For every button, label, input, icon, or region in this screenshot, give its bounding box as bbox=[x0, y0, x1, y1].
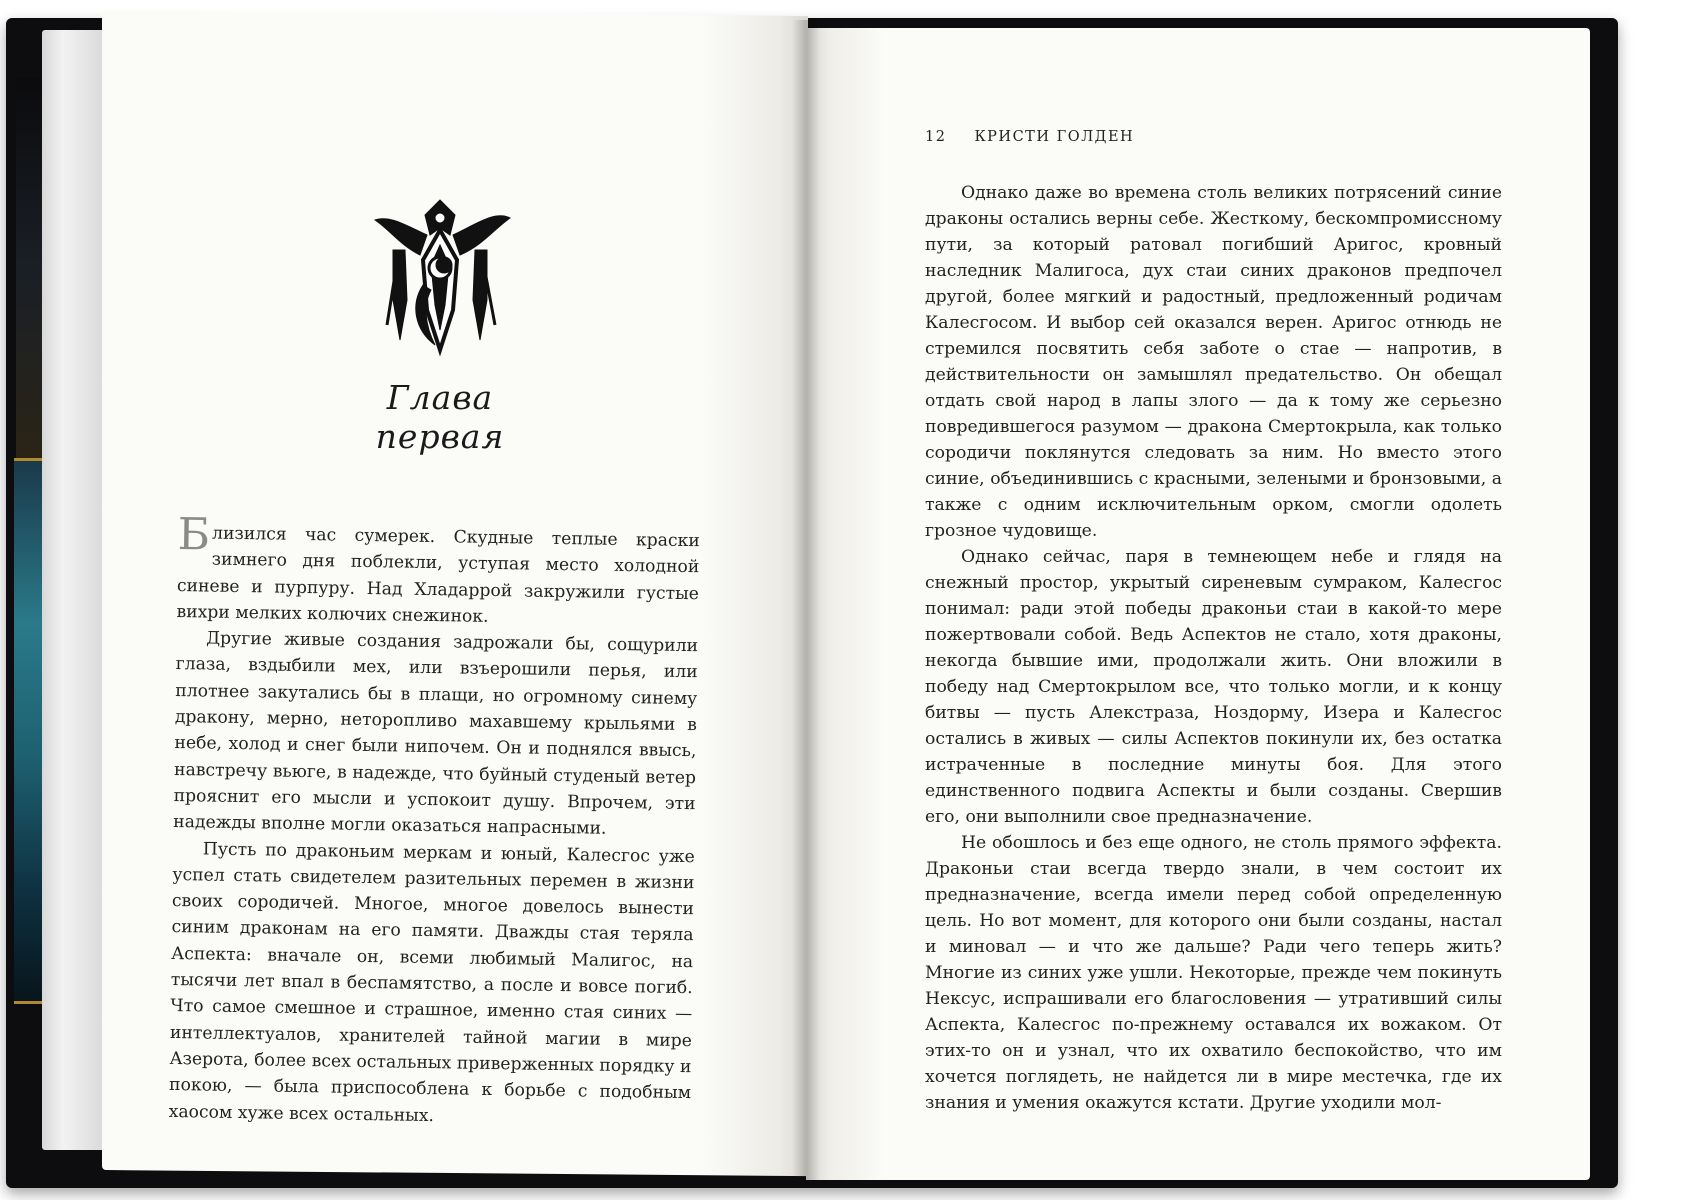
left-page-text bbox=[168, 509, 700, 1133]
author-name: КРИСТИ ГОЛДЕН bbox=[974, 129, 1135, 145]
blue-dragonflight-emblem-icon bbox=[365, 190, 515, 360]
spine-shadow bbox=[792, 20, 820, 1180]
paragraph: Однако сейчас, паря в темнеющем небе и глядя на снежный простор, укрытый сиреневым сумраком, Калесгос понимал: ради этой победы драконьи стаи в какой-то мере пожертвовали собой. Ведь Аспектов не стало, хотя драконы, некогда бывшие ими, продолжали жить. Они вложили в победу над Смертокрылом все, что только могли, и к концу битвы — пусть Алекстраза, Ноздорму, Изера и Калесгос остались в живых — силы Аспектов покинули их, без остатка истраченные в последние минуты боя. Для этого единственного подвига Аспекты и были созданы. Свершив его, они выполнили свое предназначение. bbox=[925, 547, 1502, 827]
paragraph: Другие живые создания задрожали бы, сощурили глаза, вздыбили мех, или взъерошили перья, или плотнее закутались бы в плащи, но огромному синему дракону, мерно, неторопливо махавшему крыльями в небе, холод и снег были нипочем. Он и поднялся ввысь, навстречу вьюге, в надежде, что буйный студеный ветер прояснит его мысли и успокоит душу. Впрочем, эти надежды вполне могли оказаться напрасными. bbox=[173, 628, 699, 840]
paragraph: Однако даже во времена столь великих потрясений синие драконы остались верны себе. Жесткому, бескомпромиссному пути, за который ратовал погибший Аригос, кровный наследник Малигоса, дух стаи синих драконов предпочел другой, более мягкий и радостный, предложенный родичам Калесгосом. И выбор сей оказался верен. Аригос отнюдь не стремился посвятить себя заботе о стае — напротив, в действительности он замышлял предательство. Он обещал отдать свой народ в лапы злого — да к тому же серьезно повредившегося разумом — дракона Смертокрыла, как только сородичи поклянутся следовать за ним. Но вместо этого синие, объединившись с красными, зелеными и бронзовыми, а также с одним исключительным орком, смогли одолеть грозное чудовище. bbox=[925, 183, 1502, 541]
paragraph: Близился час сумерек. Скудные теплые краски зимнего дня поблекли, уступая место холодной синеве и пурпуру. Над Хладаррой закружили густые вихри мелких колючих снежинок. bbox=[176, 509, 700, 627]
running-head bbox=[925, 129, 1134, 145]
drop-cap: Б bbox=[177, 509, 211, 561]
paragraph: Не обошлось и без еще одного, не столь прямого эффекта. Драконьи стаи всегда твердо знали, в чем состоит их предназначение, всегда имели перед собой определенную цель. Но вот момент, для которого они были созданы, настал и миновал — и что же дальше? Ради чего теперь жить? Многие из синих уже ушли. Некоторые, прежде чем покинуть Нексус, испрашивали его благословения — утративший силы Аспекта, Калесгос по-прежнему оставался их вожаком. От этих-то он и узнал, что их охватило беспокойство, что им хочется поглядеть, не найдется ли в мире местечка, где их знания и умения окажутся кстати. Другие уходили мол- bbox=[925, 833, 1502, 1113]
right-page-text bbox=[925, 180, 1502, 1116]
chapter-title: Глава первая bbox=[375, 378, 505, 456]
page-number: 12 bbox=[925, 129, 947, 145]
paragraph: Пусть по драконьим меркам и юный, Калесгос уже успел стать свидетелем разительных перемен в жизни своих сородичей. Многое, многое довелось вынести синим драконам на его памяти. Дважды стая теряла Аспекта: вначале он, всеми любимый Малигос, на тысячи лет впал в беспамятство, а после и вовсе погиб. Что самое смешное и страшное, именно стая синих — интеллектуалов, хранителей тайной магии в мире Азерота, более всех остальных приверженных порядку и покою, — была приспособлена к борьбе с подобным хаосом хуже всех остальных. bbox=[168, 838, 695, 1126]
